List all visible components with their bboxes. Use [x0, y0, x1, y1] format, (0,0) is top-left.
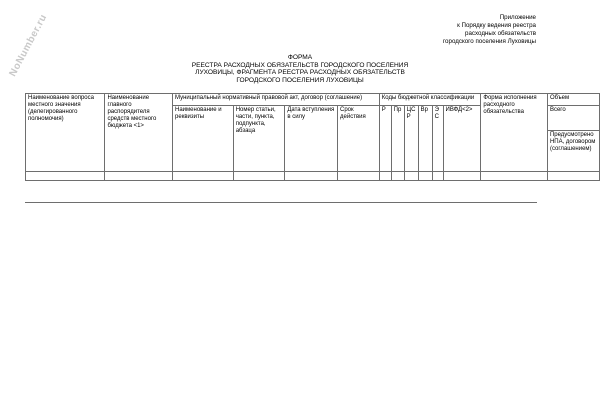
header-code-vr: Вр	[418, 106, 432, 172]
header-volume: Объем	[547, 94, 599, 106]
table-cell	[26, 172, 105, 181]
header-act-name: Наименование и реквизиты	[173, 106, 234, 172]
watermark: NoNumber.ru	[7, 12, 50, 79]
table-cell	[547, 172, 599, 181]
title-line: ФОРМА	[287, 54, 313, 61]
header-act-date: Дата вступления в силу	[285, 106, 338, 172]
header-volume-total: Всего	[547, 106, 599, 131]
table-cell	[432, 172, 443, 181]
header-code-r: Р	[379, 106, 391, 172]
table-cell	[404, 172, 418, 181]
form-title	[120, 54, 480, 84]
title-line: РЕЕСТРА РАСХОДНЫХ ОБЯЗАТЕЛЬСТВ ГОРОДСКОГО ПОСЕЛЕНИЯ	[191, 61, 409, 69]
table-cell	[105, 172, 173, 181]
appendix-line: расходных обязательств	[465, 30, 536, 37]
table-cell	[391, 172, 404, 181]
table-cell	[173, 172, 234, 181]
title-line: ЛУХОВИЦЫ, ФРАГМЕНТА РЕЕСТРА РАСХОДНЫХ ОБЯЗАТЕЛЬСТВ	[195, 69, 405, 77]
appendix-line: Приложение	[499, 14, 536, 21]
table-cell	[418, 172, 432, 181]
table-cell	[481, 172, 548, 181]
header-act-article: Номер статьи, части, пункта, подпункта, абзаца	[233, 106, 285, 172]
header-issue: Наименование вопроса местного значения (делегированного полномочия)	[26, 94, 105, 172]
header-code-ivfd: ИВФД<2>	[443, 106, 481, 172]
appendix-note	[443, 14, 536, 46]
footnote-separator	[25, 202, 537, 203]
header-manager: Наименование главного распорядителя средств местного бюджета <1>	[105, 94, 173, 172]
registry-table	[25, 93, 600, 181]
registry-table-container	[25, 93, 600, 185]
table-cell	[233, 172, 285, 181]
table-cell	[443, 172, 481, 181]
header-act-group: Муниципальный нормативный правовой акт, договор (соглашение)	[173, 94, 380, 106]
appendix-line: городского поселения Луховицы	[442, 38, 536, 45]
header-act-term: Срок действия	[338, 106, 380, 172]
header-code-es: Э С	[432, 106, 443, 172]
header-codes-group: Коды бюджетной классификации	[379, 94, 481, 106]
appendix-line: к Порядку ведения реестра	[457, 22, 536, 29]
header-code-csr: ЦС Р	[404, 106, 418, 172]
title-line: ГОРОДСКОГО ПОСЕЛЕНИЯ ЛУХОВИЦЫ	[236, 76, 364, 84]
header-form: Форма исполнения расходного обязательства	[481, 94, 548, 172]
table-cell	[285, 172, 338, 181]
table-cell	[338, 172, 380, 181]
header-code-pr: Пр	[391, 106, 404, 172]
table-cell	[379, 172, 391, 181]
header-volume-npa: Предусмотрено НПА, договором (соглашением)	[547, 131, 599, 172]
